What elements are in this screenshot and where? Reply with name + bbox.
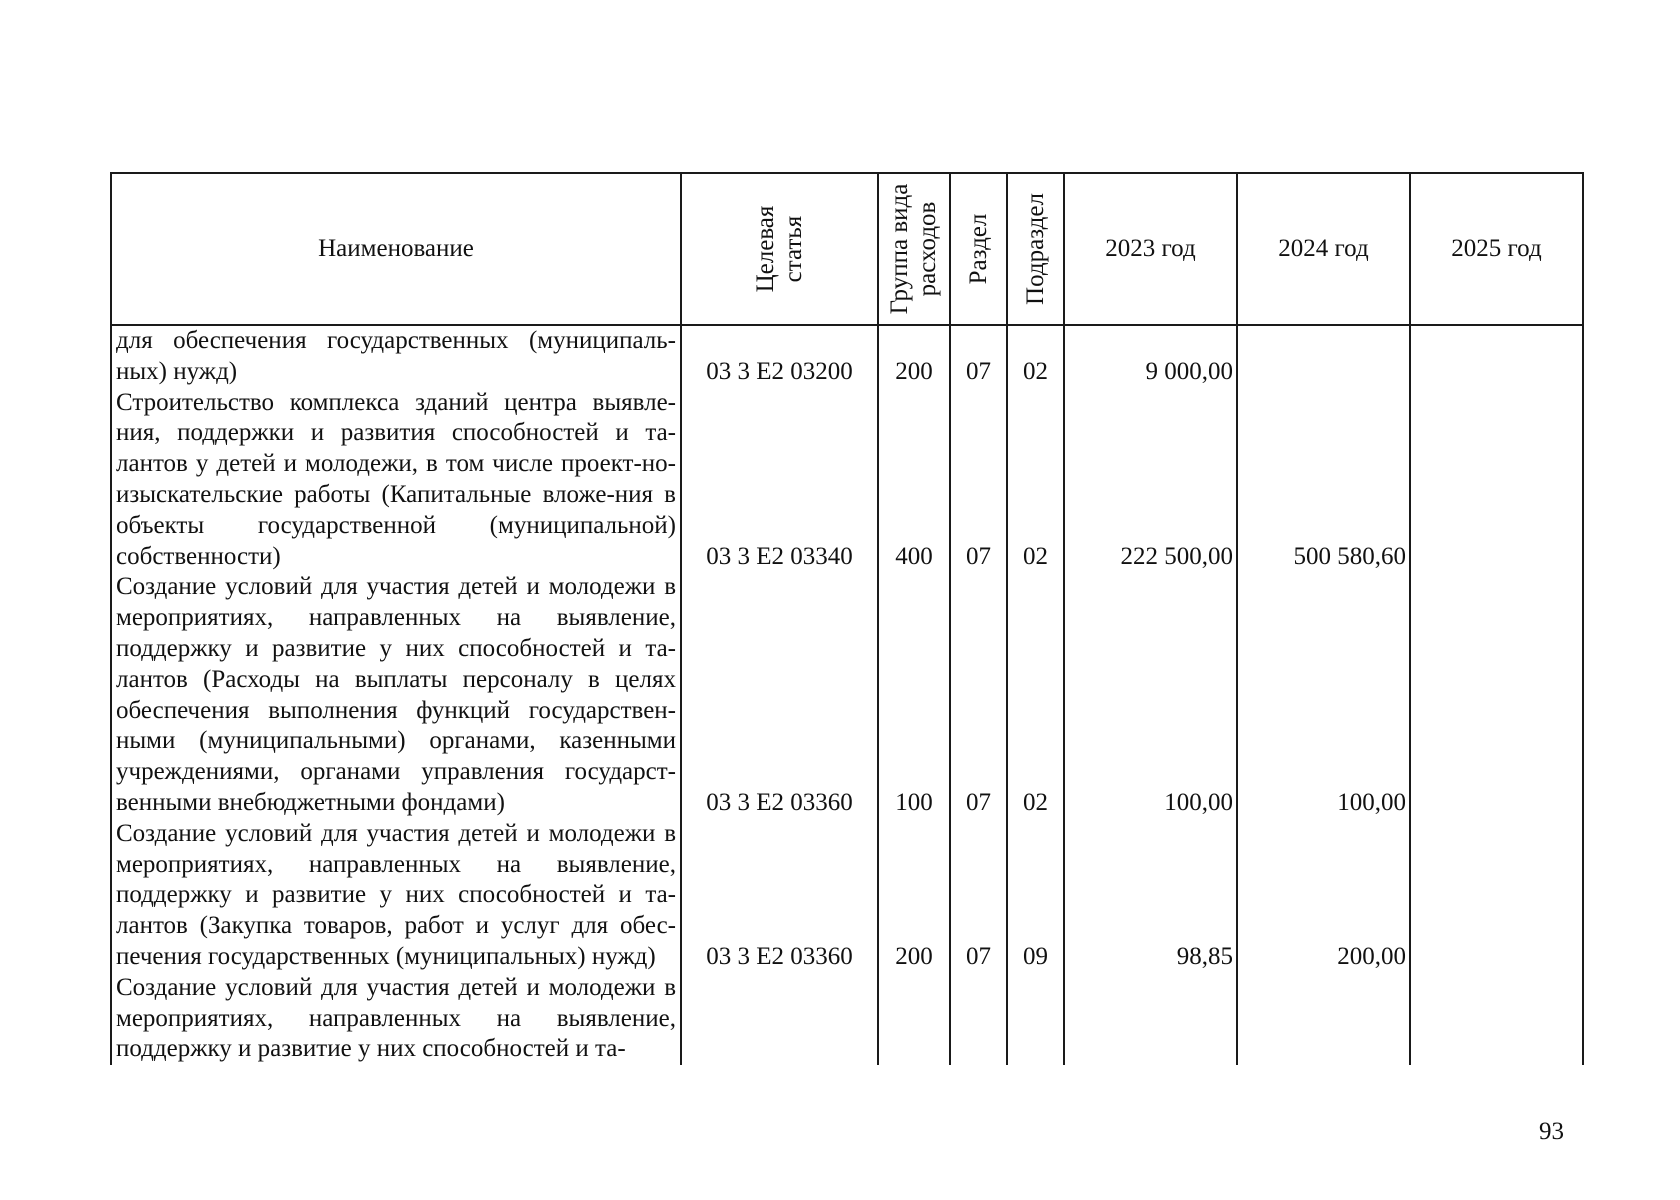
row-amount-2023: 98,85	[1064, 819, 1237, 973]
header-target-article: Целевая статья	[681, 173, 878, 325]
row-name: Создание условий для участия детей и молодежи в мероприятиях, направленных на выявление, поддержку и развитие у них способностей и та-лантов (Закупка товаров, работ и услуг для обес-печения государственных (муниципальных) нужд)	[111, 819, 681, 973]
row-amount-2024: 500 580,60	[1237, 388, 1410, 573]
row-subsection	[1007, 973, 1064, 1065]
row-section: 07	[950, 572, 1007, 818]
row-section	[950, 973, 1007, 1065]
row-target-article: 03 3 Е2 03360	[681, 819, 878, 973]
row-target-article	[681, 973, 878, 1065]
table-header-row	[111, 173, 1583, 325]
row-name: Создание условий для участия детей и молодежи в мероприятиях, направленных на выявление, поддержку и развитие у них способностей и та-	[111, 973, 681, 1065]
row-amount-2023	[1064, 973, 1237, 1065]
row-target-article: 03 3 Е2 03340	[681, 388, 878, 573]
row-expense-group	[878, 973, 950, 1065]
header-2023: 2023 год	[1064, 173, 1237, 325]
row-name: Создание условий для участия детей и молодежи в мероприятиях, направленных на выявление, поддержку и развитие у них способностей и та-лантов (Расходы на выплаты персоналу в целях обеспечения выполнения функций государствен-ными (муниципальными) органами, казенными учреждениями, органами управления государст-венными внебюджетными фондами)	[111, 572, 681, 818]
row-section: 07	[950, 325, 1007, 388]
row-section: 07	[950, 819, 1007, 973]
row-amount-2023: 222 500,00	[1064, 388, 1237, 573]
row-expense-group: 100	[878, 572, 950, 818]
row-amount-2025	[1410, 973, 1583, 1065]
table-row	[111, 325, 1583, 388]
row-amount-2025	[1410, 819, 1583, 973]
row-amount-2023: 100,00	[1064, 572, 1237, 818]
row-subsection: 02	[1007, 572, 1064, 818]
header-section: Раздел	[950, 173, 1007, 325]
row-name: Строительство комплекса зданий центра выявле-ния, поддержки и развития способностей и та-лантов у детей и молодежи, в том числе проект-но-изыскательские работы (Капитальные вложе-ния в объекты государственной (муниципальной) собственности)	[111, 388, 681, 573]
row-amount-2025	[1410, 572, 1583, 818]
budget-table	[110, 172, 1584, 1065]
row-subsection: 02	[1007, 388, 1064, 573]
table-row	[111, 572, 1583, 818]
row-amount-2024	[1237, 973, 1410, 1065]
row-subsection: 09	[1007, 819, 1064, 973]
row-section: 07	[950, 388, 1007, 573]
row-expense-group: 200	[878, 819, 950, 973]
row-target-article: 03 3 Е2 03200	[681, 325, 878, 388]
table-row	[111, 973, 1583, 1065]
header-2025: 2025 год	[1410, 173, 1583, 325]
row-amount-2025	[1410, 388, 1583, 573]
header-name: Наименование	[111, 173, 681, 325]
row-target-article: 03 3 Е2 03360	[681, 572, 878, 818]
row-amount-2024: 200,00	[1237, 819, 1410, 973]
page-number: 93	[1539, 1118, 1564, 1145]
row-amount-2023: 9 000,00	[1064, 325, 1237, 388]
table-row	[111, 819, 1583, 973]
row-expense-group: 200	[878, 325, 950, 388]
row-amount-2024: 100,00	[1237, 572, 1410, 818]
row-expense-group: 400	[878, 388, 950, 573]
row-name: для обеспечения государственных (муниципаль-ных) нужд)	[111, 325, 681, 388]
header-subsection: Подраздел	[1007, 173, 1064, 325]
table-row	[111, 388, 1583, 573]
row-amount-2025	[1410, 325, 1583, 388]
row-amount-2024	[1237, 325, 1410, 388]
header-expense-group: Группа вида расходов	[878, 173, 950, 325]
row-subsection: 02	[1007, 325, 1064, 388]
header-2024: 2024 год	[1237, 173, 1410, 325]
